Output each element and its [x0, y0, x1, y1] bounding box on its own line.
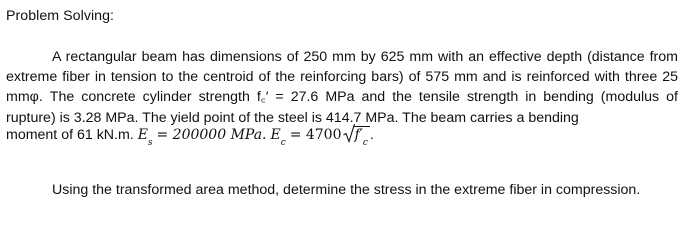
es-subscript: s	[147, 138, 153, 148]
problem-task: Using the transformed area method, determine the stress in the extreme fiber in compression.	[52, 182, 641, 198]
radical-sign-icon	[343, 123, 355, 143]
ec-subscript: c	[280, 138, 286, 148]
es-symbol: E	[137, 127, 148, 143]
problem-paragraph: A rectangular beam has dimensions of 250 mm by 625 mm with an effective depth (distance from extreme fiber in tension to the centroid of the reinforcing bars) of 575 mm and is reinforced with three 25 mmφ. The concrete cylinder strength f꜀′ = 27.6 MPa and the tensile strength in bending (modulus of rupture) is 3.28 MPa. The yield point of the steel is 414.7 MPa. The beam carries a bending	[6, 49, 678, 126]
ec-symbol: E	[270, 127, 281, 143]
root-subscript: c	[362, 138, 368, 148]
formula-end: .	[369, 127, 374, 143]
problem-heading: Problem Solving:	[6, 8, 115, 24]
root-f-symbol: f	[354, 127, 360, 143]
ec-value: = 4700	[289, 127, 342, 143]
square-root	[343, 126, 370, 146]
root-prime: ′	[359, 127, 363, 143]
problem-formula-line	[6, 126, 374, 146]
es-value: = 200000 MPa.	[156, 127, 267, 143]
formula-lead-text: moment of 61 kN.m.	[6, 127, 134, 143]
